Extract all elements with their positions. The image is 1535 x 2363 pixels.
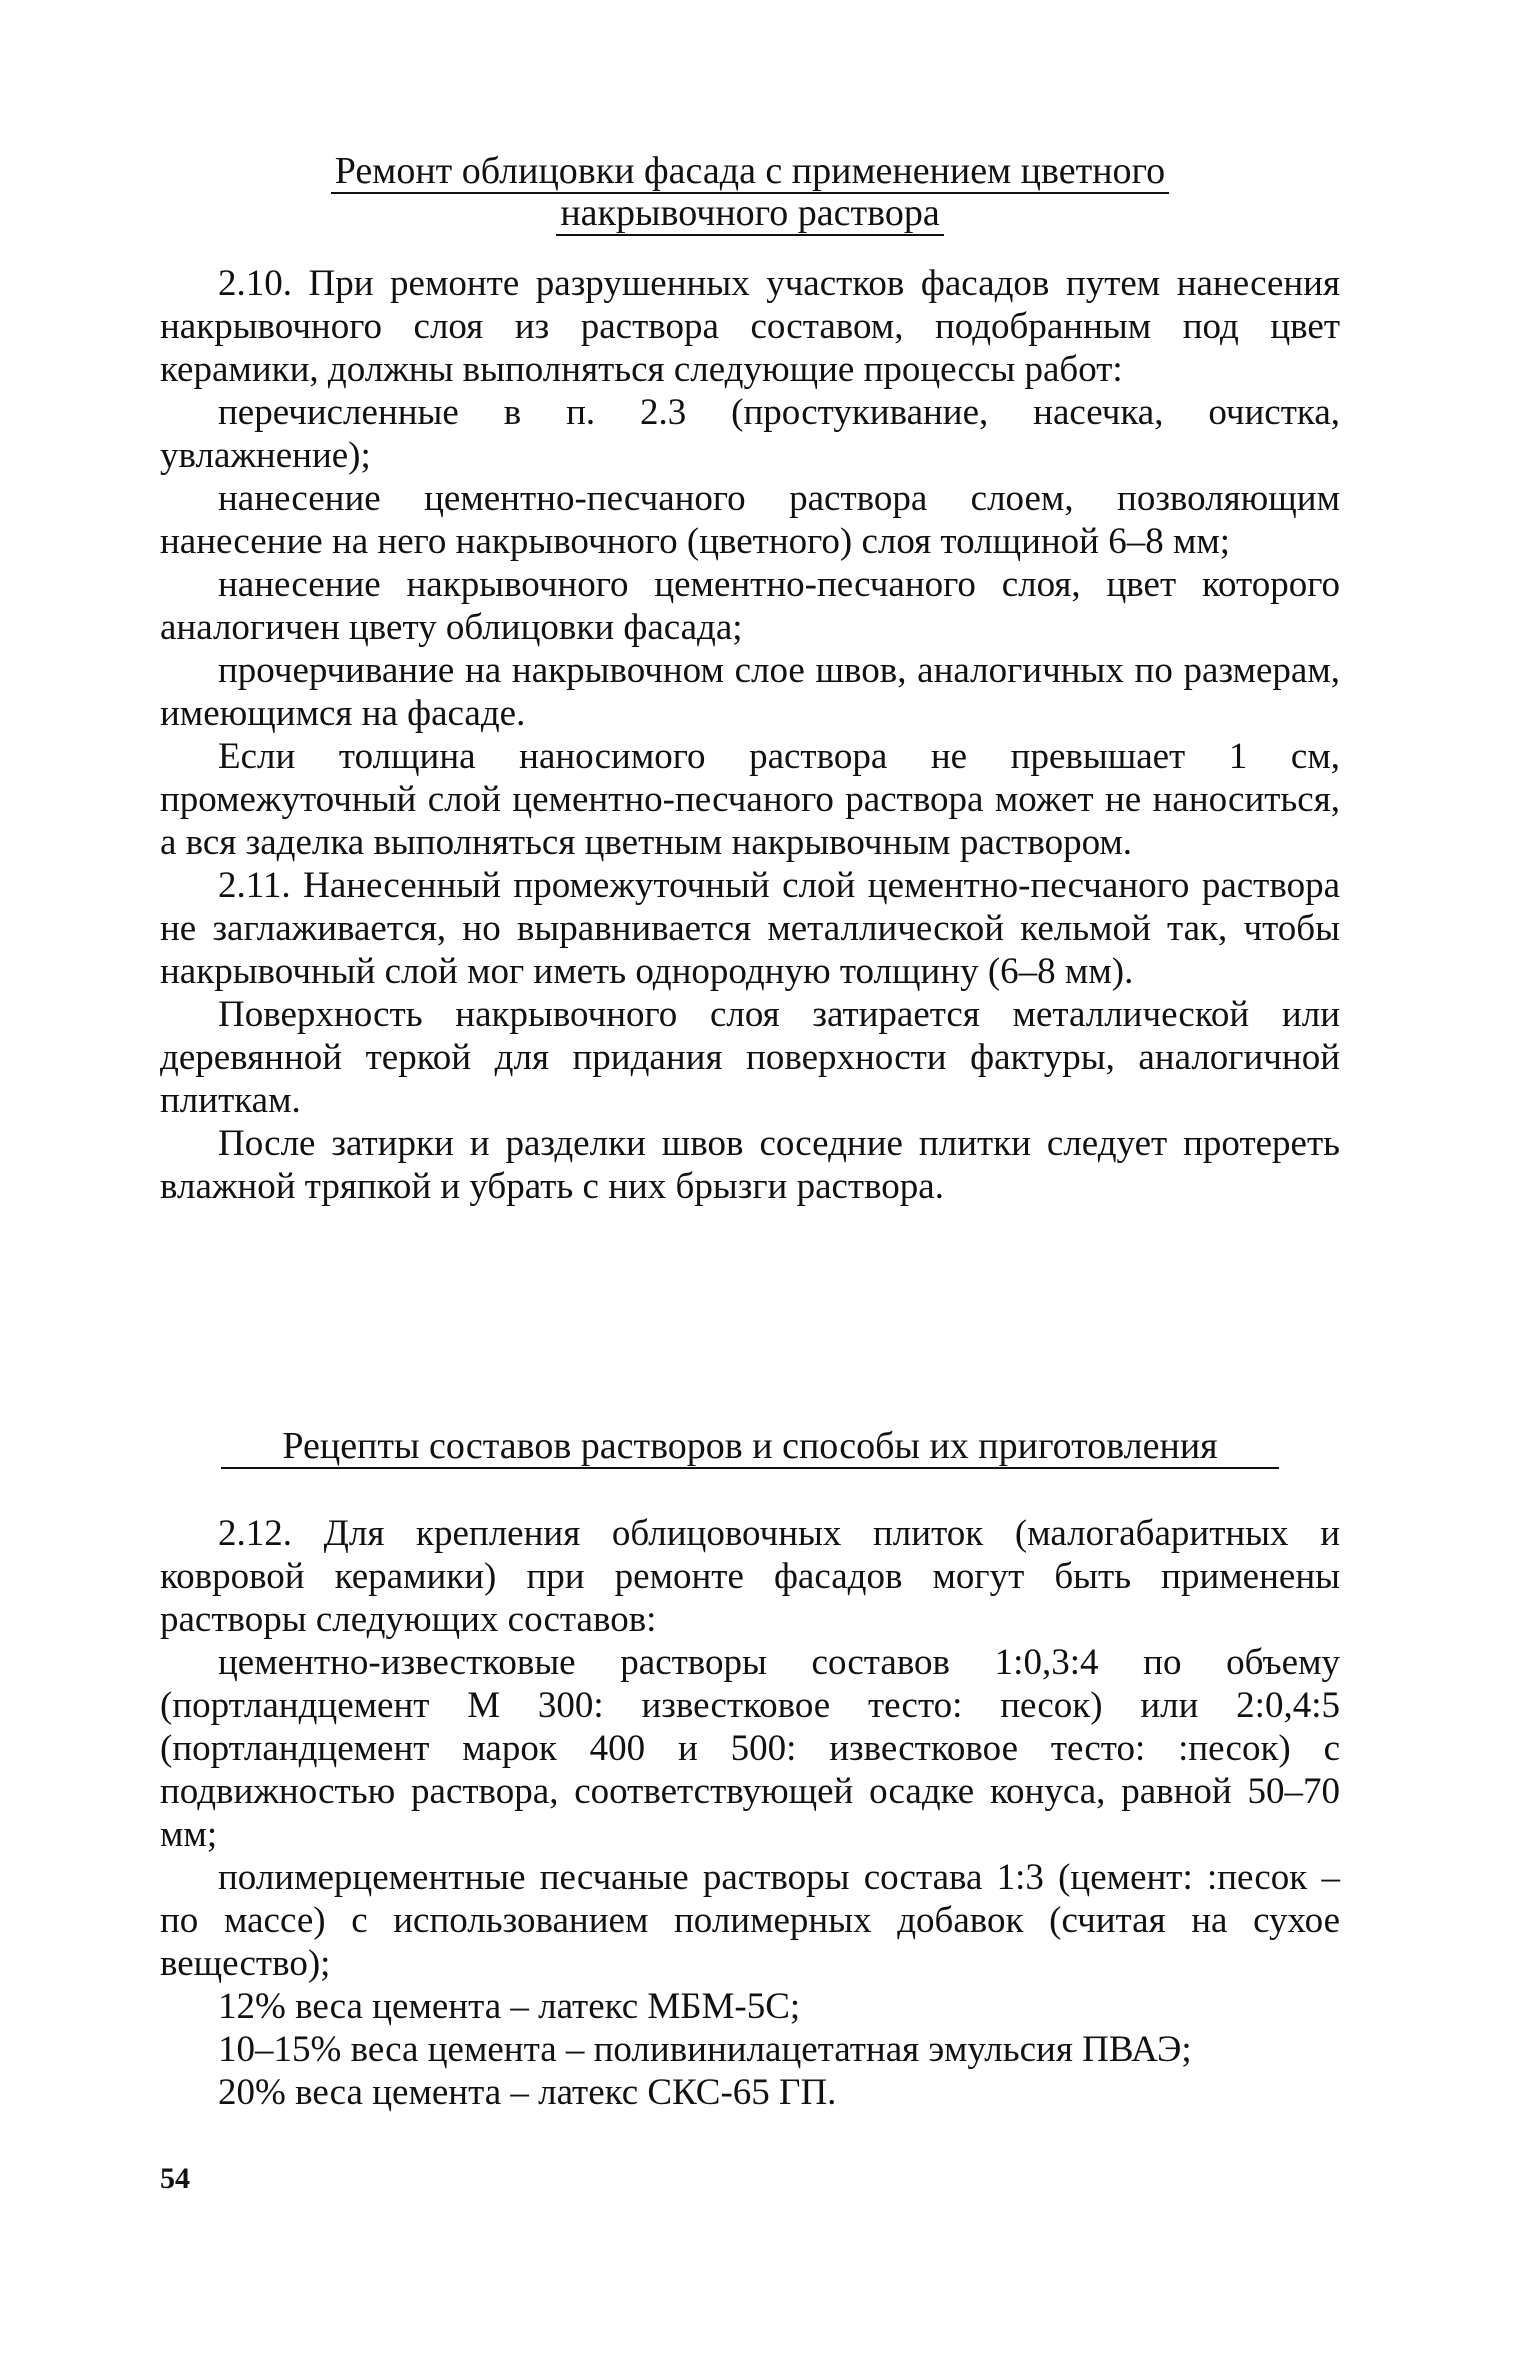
paragraph-2-12: 2.12. Для крепления облицовочных плиток (малогабаритных и ковровой керамики) при ремонте фасадов могут быть применены растворы следующих составов: [160, 1513, 1340, 1640]
section-body-facade-repair [160, 262, 1340, 1208]
paragraph: прочерчивание на накрывочном слое швов, аналогичных по размерам, имеющимся на фасаде. [160, 650, 1340, 734]
paragraph: нанесение цементно-песчаного раствора слоем, позволяющим нанесение на него накрывочного (цветного) слоя толщиной 6–8 мм; [160, 478, 1340, 562]
heading-line: Ремонт облицовки фасада с применением цветного [331, 150, 1169, 194]
section-heading-facade-repair [160, 150, 1340, 234]
paragraph: 12% веса цемента – латекс МБМ-5С; [218, 1986, 801, 2027]
heading-line: Рецепты составов растворов и способы их приготовления [221, 1425, 1279, 1469]
paragraph: перечисленные в п. 2.3 (простукивание, насечка, очистка, увлажнение); [160, 392, 1340, 476]
paragraph-2-10: 2.10. При ремонте разрушенных участков фасадов путем нанесения накрывочного слоя из раствора составом, подобранным под цвет керамики, должны выполняться следующие процессы работ: [160, 263, 1340, 390]
paragraph: цементно-известковые растворы составов 1:0,3:4 по объему (портландцемент М 300: известковое тесто: песок) или 2:0,4:5 (портландцемент марок 400 и 500: известковое тесто: :песок) с подвижностью раствора, соответствующей осадке конуса, равной 50–70 мм; [160, 1642, 1340, 1855]
paragraph: 20% веса цемента – латекс СКС-65 ГП. [218, 2072, 837, 2113]
section-heading-mortar-recipes [160, 1425, 1340, 1469]
paragraph: 10–15% веса цемента – поливинилацетатная эмульсия ПВАЭ; [218, 2029, 1192, 2070]
paragraph: полимерцементные песчаные растворы состава 1:3 (цемент: :песок – по массе) с использованием полимерных добавок (считая на сухое вещество); [160, 1857, 1340, 1984]
heading-line: накрывочного раствора [556, 192, 943, 236]
page-number: 54 [160, 2162, 190, 2195]
paragraph: нанесение накрывочного цементно-песчаного слоя, цвет которого аналогичен цвету облицовки фасада; [160, 564, 1340, 648]
paragraph-2-11: 2.11. Нанесенный промежуточный слой цементно-песчаного раствора не заглаживается, но выравнивается металлической кельмой так, чтобы накрывочный слой мог иметь однородную толщину (6–8 мм). [160, 865, 1340, 992]
paragraph: После затирки и разделки швов соседние плитки следует протереть влажной тряпкой и убрать с них брызги раствора. [160, 1123, 1340, 1207]
paragraph: Если толщина наносимого раствора не превышает 1 см, промежуточный слой цементно-песчаного раствора может не наноситься, а вся заделка выполняться цветным накрывочным раствором. [160, 736, 1340, 863]
section-body-mortar-recipes [160, 1512, 1340, 2114]
paragraph: Поверхность накрывочного слоя затирается металлической или деревянной теркой для придания поверхности фактуры, аналогичной плиткам. [160, 994, 1340, 1121]
